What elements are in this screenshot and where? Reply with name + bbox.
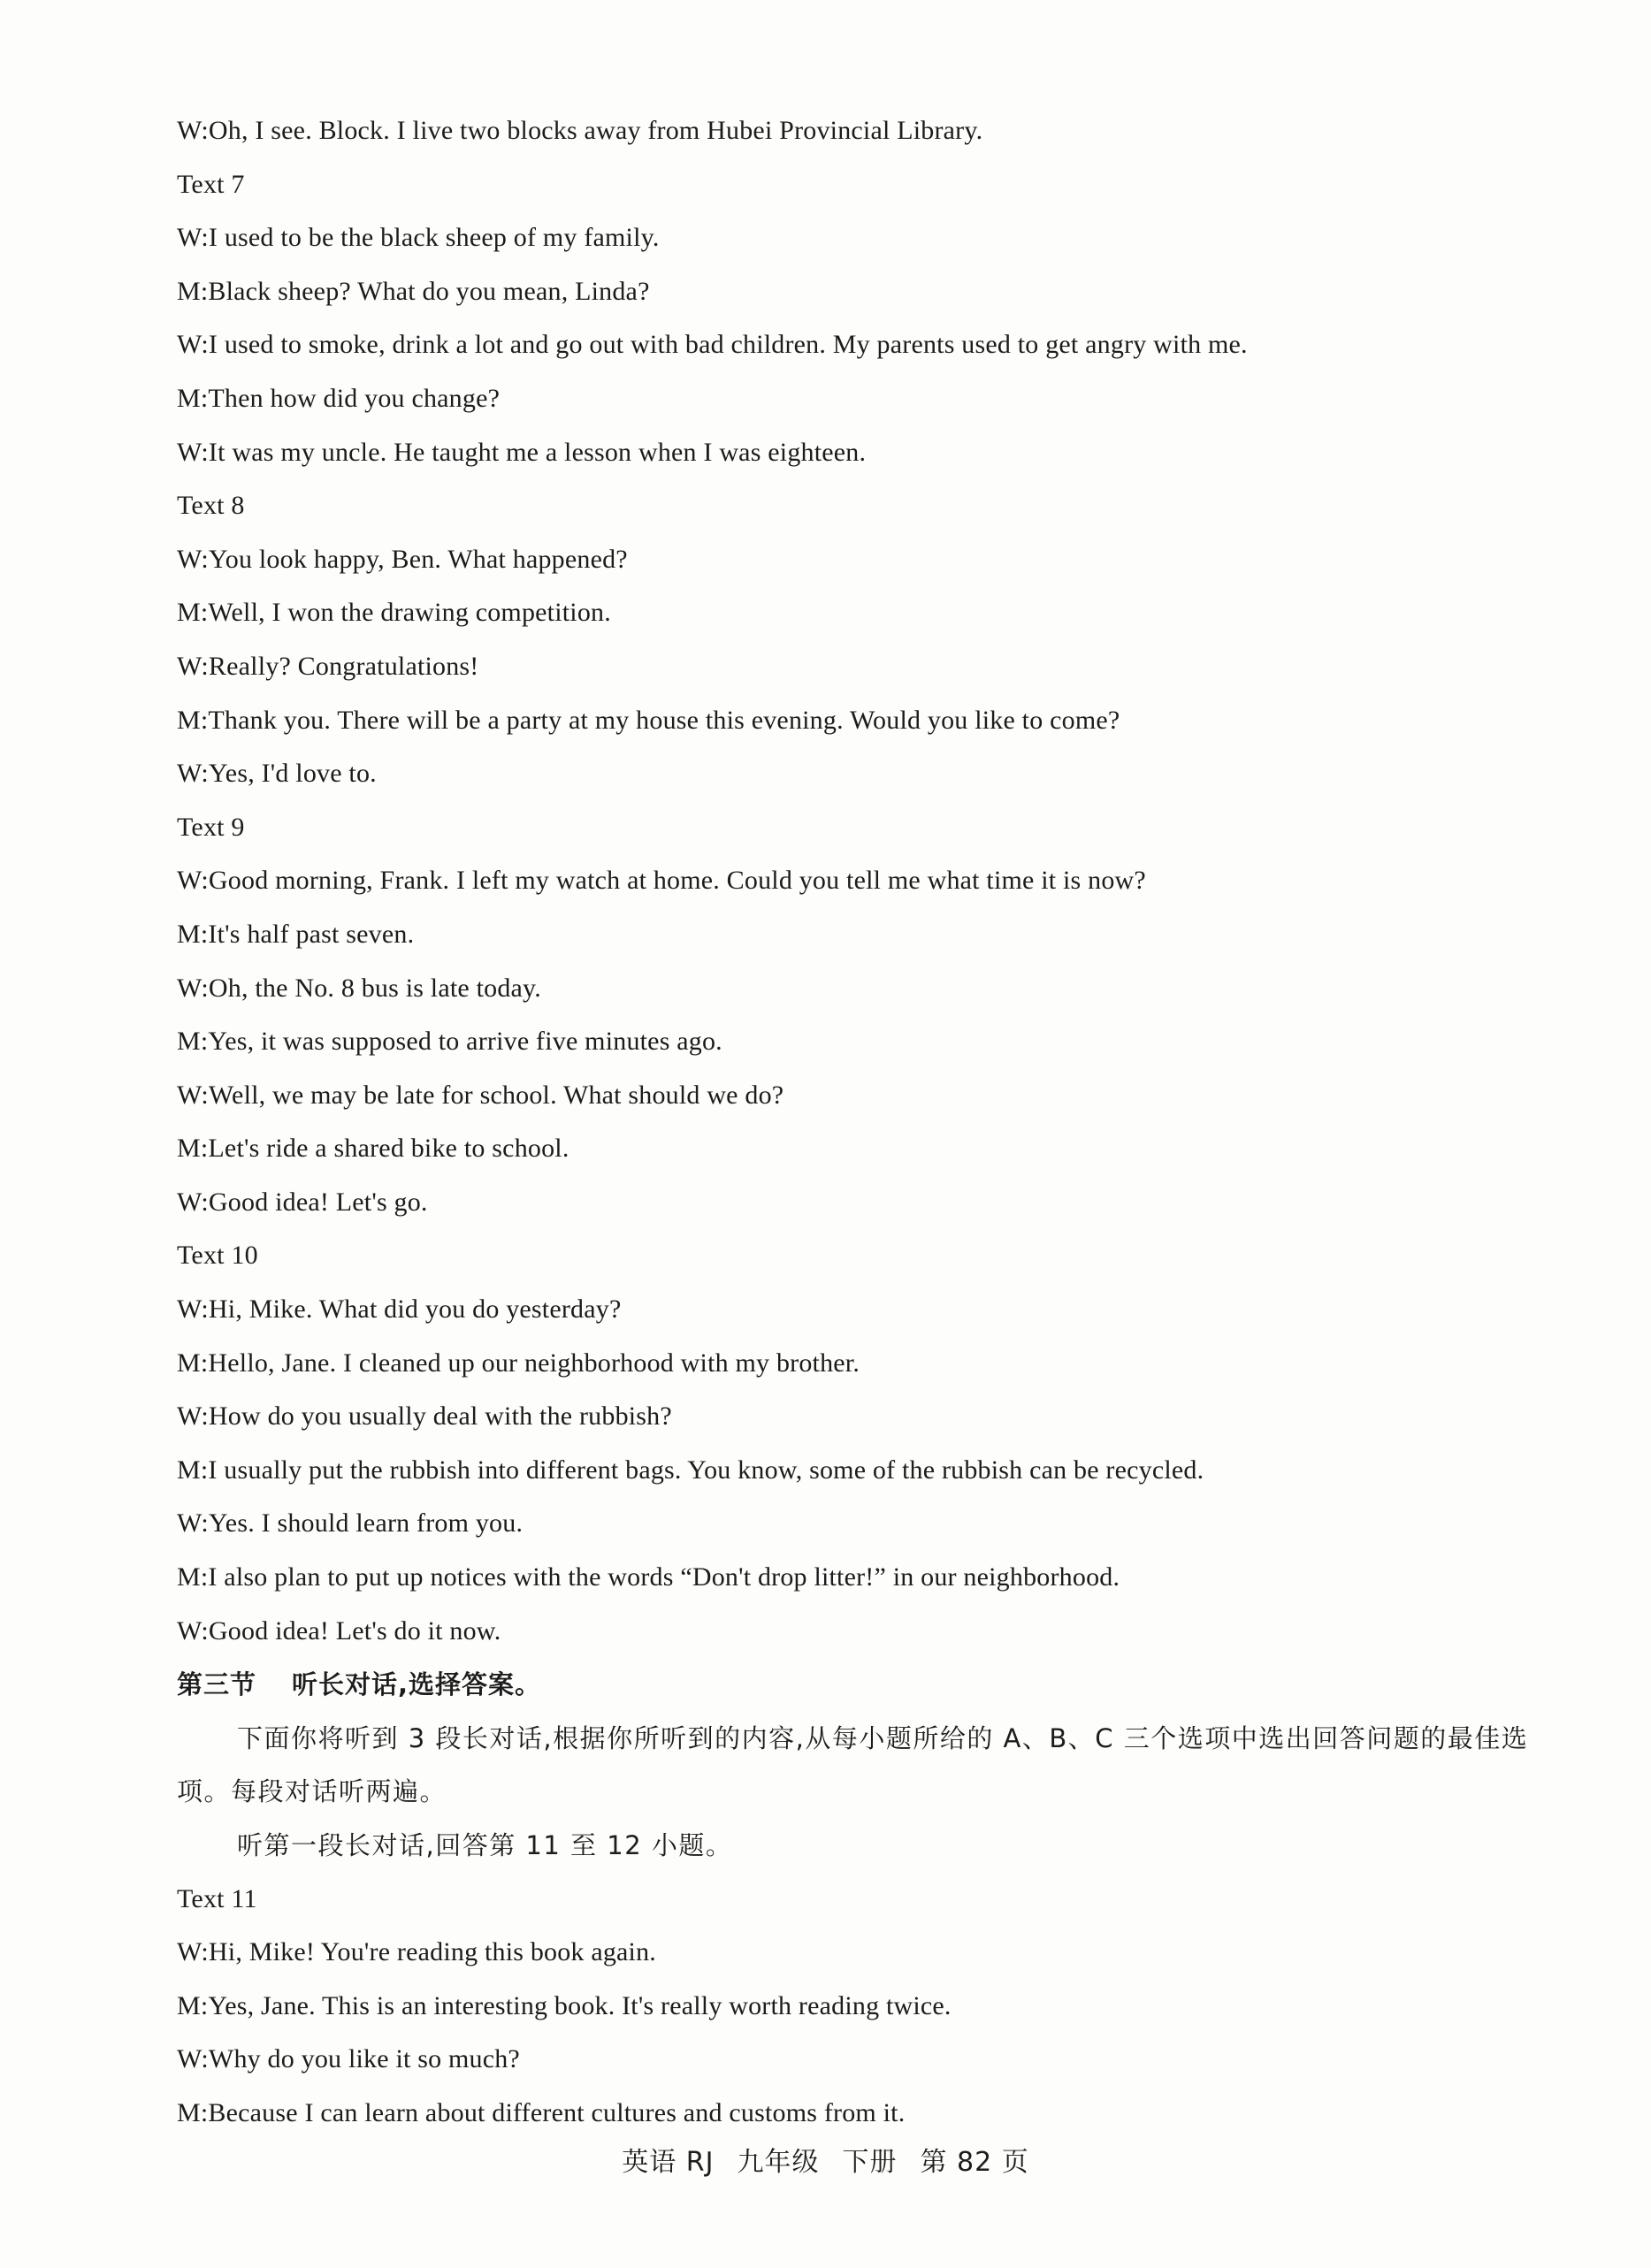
dialogue-line: W:Yes, I'd love to. — [177, 759, 377, 789]
dialogue-line: W:Good morning, Frank. I left my watch at home. Could you tell me what time it is now? — [177, 866, 1146, 896]
dialogue-line: W:Hi, Mike! You're reading this book again. — [177, 1937, 656, 1967]
dialogue-line: W:Really? Congratulations! — [177, 651, 479, 681]
section-instructions: 下面你将听到 3 段长对话,根据你所听到的内容,从每小题所给的 A、B、C 三个选项中选出回答问题的最佳选项。每段对话听两遍。 — [177, 1722, 1529, 1807]
dialogue-line: W:Yes. I should learn from you. — [177, 1508, 524, 1539]
dialogue-line: W:You look happy, Ben. What happened? — [177, 544, 628, 574]
dialogue-line: W:I used to be the black sheep of my family. — [177, 223, 660, 253]
dialogue-line: M:Let's ride a shared bike to school. — [177, 1134, 569, 1164]
dialogue-line: M:I also plan to put up notices with the words “Don't drop litter!” in our neighborhood. — [177, 1562, 1120, 1592]
dialogue-line: M:Black sheep? What do you mean, Linda? — [177, 276, 650, 306]
dialogue-note: 听第一段长对话,回答第 11 至 12 小题。 — [237, 1830, 733, 1860]
footer-volume: 下册 — [842, 2147, 898, 2178]
dialogue-line: W:Good idea! Let's go. — [177, 1187, 428, 1217]
dialogue-line: M:I usually put the rubbish into different bags. You know, some of the rubbish can be recycled. — [177, 1455, 1204, 1485]
dialogue-line: W:It was my uncle. He taught me a lesson when I was eighteen. — [177, 437, 867, 467]
dialogue-line: W:Oh, the No. 8 bus is late today. — [177, 973, 542, 1003]
footer-grade: 九年级 — [737, 2147, 820, 2178]
section-heading — [177, 1658, 1556, 1712]
page-content — [177, 104, 1556, 2141]
dialogue-line: M:Thank you. There will be a party at my house this evening. Would you like to come? — [177, 705, 1120, 735]
dialogue-line: M:Well, I won the drawing competition. — [177, 598, 611, 628]
dialogue-line: M:Yes, it was supposed to arrive five minutes ago. — [177, 1027, 722, 1057]
text-heading: Text 7 — [177, 169, 245, 199]
dialogue-line: W:Well, we may be late for school. What should we do? — [177, 1080, 784, 1110]
dialogue-line: M:Yes, Jane. This is an interesting book. It's really worth reading twice. — [177, 1990, 952, 2020]
dialogue-line: W:How do you usually deal with the rubbish? — [177, 1401, 672, 1432]
dialogue-line: M:Because I can learn about different cultures and customs from it. — [177, 2097, 906, 2127]
text-heading: Text 10 — [177, 1241, 258, 1271]
dialogue-line: M:It's half past seven. — [177, 919, 415, 949]
dialogue-line: W:I used to smoke, drink a lot and go out with bad children. My parents used to get angry with me. — [177, 330, 1248, 360]
page-footer — [0, 2140, 1651, 2179]
text-heading: Text 9 — [177, 812, 245, 842]
dialogue-line: W:Good idea! Let's do it now. — [177, 1615, 501, 1646]
text-heading: Text 11 — [177, 1883, 257, 1913]
dialogue-line: W:Oh, I see. Block. I live two blocks away from Hubei Provincial Library. — [177, 116, 983, 145]
dialogue-line: M:Hello, Jane. I cleaned up our neighborhood with my brother. — [177, 1348, 860, 1378]
section-number: 第三节 — [177, 1669, 257, 1700]
footer-page-number: 第 82 页 — [920, 2147, 1029, 2178]
dialogue-line: W:Why do you like it so much? — [177, 2044, 520, 2074]
dialogue-line: W:Hi, Mike. What did you do yesterday? — [177, 1294, 622, 1325]
section-title: 听长对话,选择答案。 — [292, 1669, 542, 1700]
text-heading: Text 8 — [177, 491, 245, 521]
dialogue-line: M:Then how did you change? — [177, 383, 501, 413]
footer-subject: 英语 RJ — [622, 2147, 715, 2178]
